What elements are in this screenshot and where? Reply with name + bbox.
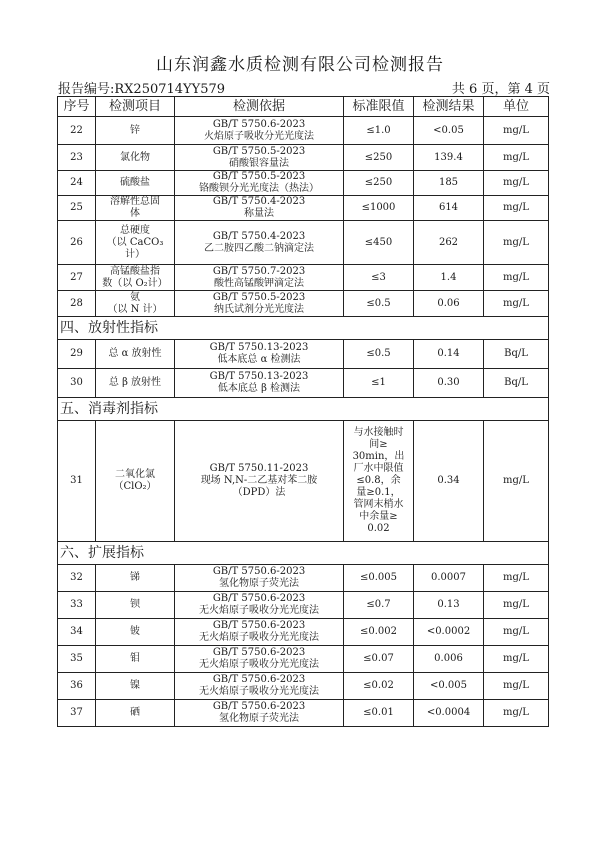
test-basis-line: 无火焰原子吸收分光光度法 [199, 605, 319, 616]
test-result: <0.0004 [414, 700, 484, 727]
test-basis [175, 369, 344, 398]
standard-limit-line: 与水接触时 [353, 427, 404, 438]
col-header: 检测结果 [414, 97, 484, 117]
test-result: <0.0002 [414, 619, 484, 646]
test-basis-line: 氢化物原子荧光法 [219, 713, 299, 724]
unit: mg/L [484, 619, 549, 646]
test-item-line: 数（以 O₂计） [102, 277, 168, 289]
row-number: 30 [58, 369, 96, 398]
test-basis-line: GB/T 5750.5-2023 [212, 171, 306, 182]
test-item-line: 氨 [130, 291, 140, 303]
table-row [58, 145, 549, 171]
standard-limit: ≤0.5 [344, 340, 414, 369]
report-number-label: 报告编号: [58, 82, 115, 97]
unit: mg/L [484, 421, 549, 542]
test-item [96, 565, 175, 592]
test-basis [175, 619, 344, 646]
test-item [96, 592, 175, 619]
test-basis [175, 117, 344, 145]
section-title-disinfectant: 五、消毒剂指标 [58, 398, 549, 421]
test-basis-line: GB/T 5750.6-2023 [212, 701, 306, 712]
test-basis-line: 无火焰原子吸收分光光度法 [199, 686, 319, 697]
standard-limit: ≤0.07 [344, 646, 414, 673]
test-basis [175, 700, 344, 727]
table-header-row [58, 97, 549, 117]
test-result: 614 [414, 196, 484, 221]
test-item [96, 646, 175, 673]
test-item-line: 镍 [130, 680, 140, 691]
test-basis [175, 291, 344, 317]
table-row [58, 265, 549, 291]
standard-limit-line: 间≥ [369, 439, 388, 450]
test-basis-line: GB/T 5750.6-2023 [212, 647, 306, 658]
standard-limit-line: 量≥0.1， [356, 487, 401, 498]
test-item [96, 700, 175, 727]
test-basis [175, 592, 344, 619]
row-number: 37 [58, 700, 96, 727]
table-row [58, 565, 549, 592]
standard-limit: ≤3 [344, 265, 414, 291]
test-basis-line: 乙二胺四乙酸二钠滴定法 [204, 242, 314, 254]
unit: mg/L [484, 646, 549, 673]
test-item-line: 体 [130, 208, 140, 219]
test-basis [175, 145, 344, 171]
table-row [58, 619, 549, 646]
test-basis-line: 氢化物原子荧光法 [219, 578, 299, 589]
test-result: 0.14 [414, 340, 484, 369]
table-row [58, 646, 549, 673]
test-result: 0.006 [414, 646, 484, 673]
test-basis [175, 673, 344, 700]
table-row [58, 196, 549, 221]
col-header: 检测依据 [175, 97, 344, 117]
test-item-line: 铍 [130, 626, 140, 637]
test-basis [175, 221, 344, 265]
test-result: 139.4 [414, 145, 484, 171]
test-basis [175, 421, 344, 542]
test-item [96, 673, 175, 700]
test-result: 0.0007 [414, 565, 484, 592]
test-result: 1.4 [414, 265, 484, 291]
row-number: 23 [58, 145, 96, 171]
row-number: 22 [58, 117, 96, 145]
col-header: 单位 [484, 97, 549, 117]
test-result: 0.06 [414, 291, 484, 317]
test-item-line: 高锰酸盐指 [110, 265, 160, 277]
test-result: 262 [414, 221, 484, 265]
table-row [58, 700, 549, 727]
table-body [58, 117, 549, 727]
standard-limit-line: 厂水中限值 [353, 463, 404, 474]
unit: mg/L [484, 592, 549, 619]
standard-limit: ≤0.7 [344, 592, 414, 619]
col-header: 检测项目 [96, 97, 175, 117]
row-number: 32 [58, 565, 96, 592]
test-basis-line: GB/T 5750.4-2023 [212, 230, 306, 242]
test-basis-line: GB/T 5750.6-2023 [212, 674, 306, 685]
standard-limit: ≤450 [344, 221, 414, 265]
test-basis-line: GB/T 5750.4-2023 [212, 196, 306, 207]
test-basis-line: 称量法 [244, 208, 274, 219]
unit: Bq/L [484, 369, 549, 398]
standard-limit-line: 0.02 [367, 523, 390, 534]
test-basis-line: 酸性高锰酸钾滴定法 [214, 277, 304, 289]
test-basis-line: GB/T 5750.6-2023 [212, 620, 306, 631]
section-row [58, 317, 549, 340]
unit: mg/L [484, 673, 549, 700]
page-title: 山东润鑫水质检测有限公司检测报告 [156, 55, 444, 75]
col-header: 标准限值 [344, 97, 414, 117]
unit: mg/L [484, 171, 549, 196]
test-item [96, 291, 175, 317]
section-row [58, 398, 549, 421]
test-result: <0.005 [414, 673, 484, 700]
test-result: 0.30 [414, 369, 484, 398]
row-number: 25 [58, 196, 96, 221]
row-number: 34 [58, 619, 96, 646]
test-basis-line: 铬酸钡分光光度法（热法） [199, 183, 319, 194]
test-basis-line: 纳氏试剂分光光度法 [214, 303, 304, 315]
unit: Bq/L [484, 340, 549, 369]
test-item-line: 钡 [130, 599, 140, 610]
test-basis-line: 低本底总 α 检测法 [217, 354, 301, 365]
standard-limit-line: 中余量≥ [359, 511, 398, 522]
test-item-line: 二氧化氯 [115, 469, 155, 480]
row-number: 24 [58, 171, 96, 196]
table-row [58, 673, 549, 700]
report-number-value: RX250714YY579 [114, 82, 226, 97]
test-item [96, 340, 175, 369]
test-item [96, 171, 175, 196]
test-basis [175, 646, 344, 673]
row-number: 31 [58, 421, 96, 542]
test-basis-line: GB/T 5750.6-2023 [212, 566, 306, 577]
test-basis-line: 低本底总 β 检测法 [217, 383, 301, 394]
table-row [58, 340, 549, 369]
col-header: 序号 [58, 97, 96, 117]
standard-limit [344, 421, 414, 542]
section-title-extended: 六、扩展指标 [58, 542, 549, 565]
test-item-line: 总硬度 [120, 224, 150, 236]
unit: mg/L [484, 145, 549, 171]
test-item-line: 锌 [130, 124, 140, 136]
standard-limit: ≤1 [344, 369, 414, 398]
test-item-line: （以 N 计） [107, 303, 163, 315]
test-result: 185 [414, 171, 484, 196]
test-item [96, 619, 175, 646]
test-item-line: （以 CaCO₃ [106, 236, 164, 248]
test-basis-line: GB/T 5750.5-2023 [212, 145, 306, 157]
test-item [96, 221, 175, 265]
test-basis [175, 171, 344, 196]
test-basis-line: （DPD）法 [232, 487, 286, 498]
test-basis-line: 无火焰原子吸收分光光度法 [199, 659, 319, 670]
results-table [57, 96, 549, 727]
test-item [96, 117, 175, 145]
unit: mg/L [484, 265, 549, 291]
test-item-line: 总 β 放射性 [108, 377, 162, 388]
test-basis [175, 340, 344, 369]
table-row [58, 592, 549, 619]
test-basis-line: GB/T 5750.11-2023 [209, 463, 309, 474]
standard-limit: ≤0.002 [344, 619, 414, 646]
table-row [58, 221, 549, 265]
test-item-line: 硒 [130, 707, 140, 718]
unit: mg/L [484, 700, 549, 727]
test-basis-line: 无火焰原子吸收分光光度法 [199, 632, 319, 643]
test-basis-line: GB/T 5750.13-2023 [209, 371, 309, 382]
row-number: 33 [58, 592, 96, 619]
test-basis [175, 265, 344, 291]
standard-limit: ≤0.01 [344, 700, 414, 727]
test-item-line: 总 α 放射性 [108, 348, 162, 359]
standard-limit: ≤250 [344, 145, 414, 171]
unit: mg/L [484, 196, 549, 221]
table-row [58, 171, 549, 196]
test-result: 0.13 [414, 592, 484, 619]
test-basis-line: GB/T 5750.6-2023 [212, 118, 306, 130]
section-title-radioactivity: 四、放射性指标 [58, 317, 549, 340]
table-row [58, 291, 549, 317]
test-item-line: 硫酸盐 [120, 177, 150, 188]
test-item [96, 369, 175, 398]
table-row [58, 421, 549, 542]
test-item [96, 145, 175, 171]
table-row [58, 117, 549, 145]
test-basis-line: GB/T 5750.13-2023 [209, 342, 309, 353]
row-number: 28 [58, 291, 96, 317]
table-row [58, 369, 549, 398]
test-result: 0.34 [414, 421, 484, 542]
test-basis-line: GB/T 5750.7-2023 [212, 265, 306, 277]
standard-limit: ≤0.5 [344, 291, 414, 317]
standard-limit-line: 30min，出 [352, 451, 405, 462]
test-item-line: （ClO₂） [113, 481, 157, 492]
test-basis-line: GB/T 5750.6-2023 [212, 593, 306, 604]
standard-limit: ≤250 [344, 171, 414, 196]
test-basis-line: 现场 N,N-二乙基对苯二胺 [200, 475, 318, 486]
test-item [96, 265, 175, 291]
test-item-line: 计） [125, 248, 145, 260]
test-basis-line: GB/T 5750.5-2023 [212, 291, 306, 303]
standard-limit: ≤1000 [344, 196, 414, 221]
page-info: 共 6 页，第 4 页 [451, 82, 550, 97]
test-item-line: 钼 [130, 653, 140, 664]
unit: mg/L [484, 221, 549, 265]
test-basis-line: 火焰原子吸收分光光度法 [204, 130, 314, 142]
test-item-line: 溶解性总固 [110, 196, 160, 207]
standard-limit: ≤0.02 [344, 673, 414, 700]
standard-limit-line: 管网末梢水 [353, 499, 404, 510]
test-item-line: 锑 [130, 572, 140, 583]
test-basis [175, 565, 344, 592]
row-number: 27 [58, 265, 96, 291]
test-result: <0.05 [414, 117, 484, 145]
section-row [58, 542, 549, 565]
unit: mg/L [484, 117, 549, 145]
row-number: 36 [58, 673, 96, 700]
test-item [96, 421, 175, 542]
row-number: 35 [58, 646, 96, 673]
row-number: 29 [58, 340, 96, 369]
test-item [96, 196, 175, 221]
standard-limit: ≤0.005 [344, 565, 414, 592]
test-basis [175, 196, 344, 221]
row-number: 26 [58, 221, 96, 265]
test-item-line: 氯化物 [120, 151, 150, 163]
unit: mg/L [484, 565, 549, 592]
standard-limit: ≤1.0 [344, 117, 414, 145]
test-basis-line: 硝酸银容量法 [229, 157, 289, 169]
standard-limit-line: ≤0.8，余 [356, 475, 401, 486]
unit: mg/L [484, 291, 549, 317]
report-number [58, 78, 225, 97]
